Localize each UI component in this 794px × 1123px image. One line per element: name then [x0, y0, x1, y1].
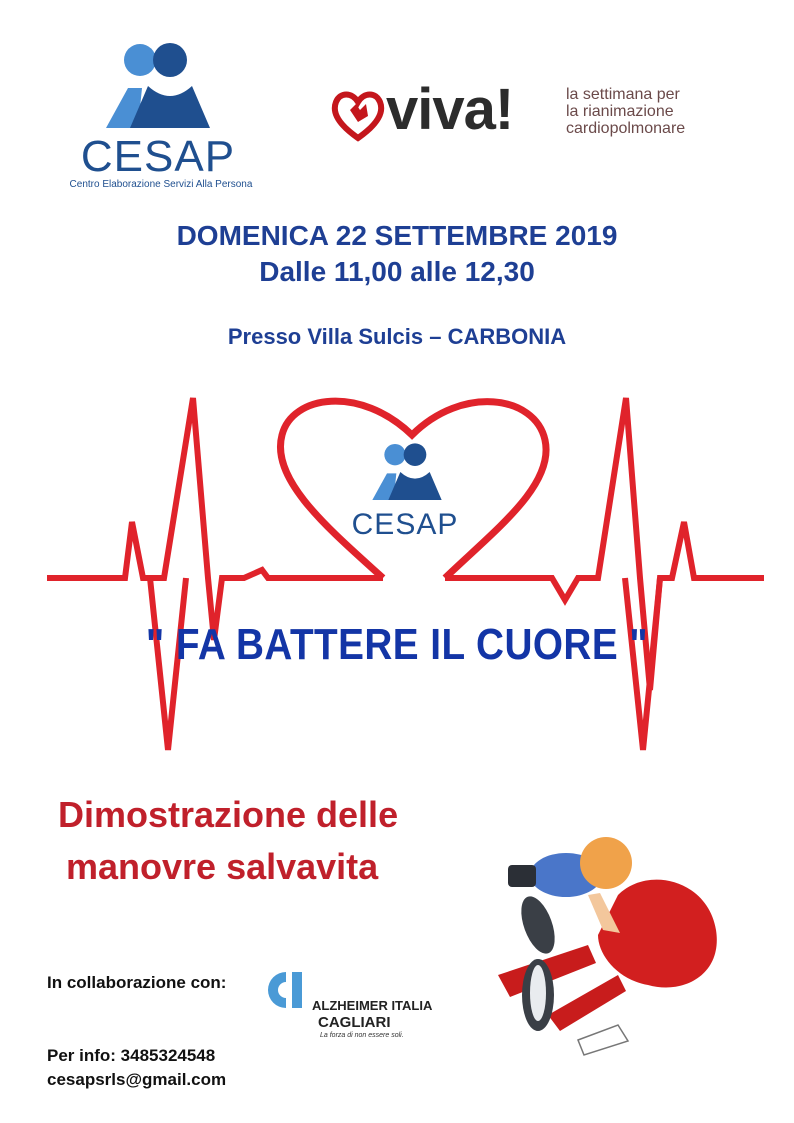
cesap-wordmark-center: CESAP [351, 508, 459, 541]
cesap-subtitle: Centro Elaborazione Servizi Alla Persona [69, 179, 253, 190]
viva-tagline-line2: la rianimazione [566, 103, 674, 120]
viva-wordmark: viva! [386, 77, 514, 142]
cesap-logo [58, 40, 258, 200]
partner-city: CAGLIARI [318, 1014, 391, 1031]
demo-title-line2: manovre salvavita [66, 846, 379, 887]
cesap-logo-center [330, 440, 480, 550]
event-time: Dalle 11,00 alle 12,30 [259, 256, 535, 287]
people-icon [98, 40, 218, 135]
event-date: DOMENICA 22 SETTEMBRE 2019 [176, 220, 618, 251]
alzheimer-italia-logo [262, 968, 462, 1048]
contact-email: cesapsrls@gmail.com [47, 1070, 227, 1089]
contact-phone: Per info: 3485324548 [47, 1046, 216, 1065]
viva-logo [330, 77, 730, 152]
event-place: Presso Villa Sulcis – CARBONIA [227, 324, 567, 349]
cpr-illustration-icon [478, 835, 728, 1065]
viva-tagline-line3: cardiopolmonare [566, 120, 686, 137]
viva-tagline-line1: la settimana per [566, 86, 680, 103]
alzheimer-a-icon [262, 968, 314, 1012]
slogan: " FA BATTERE IL CUORE " [145, 620, 649, 669]
heart-hands-icon [330, 86, 386, 142]
demo-title-line1: Dimostrazione delle [58, 794, 399, 835]
partner-tagline: La forza di non essere soli. [320, 1032, 404, 1039]
viva-tagline [566, 86, 685, 137]
cesap-wordmark: CESAP [80, 132, 236, 181]
people-icon [367, 440, 447, 506]
collaboration-label: In collaborazione con: [47, 973, 227, 992]
partner-name: ALZHEIMER ITALIA [312, 998, 433, 1013]
